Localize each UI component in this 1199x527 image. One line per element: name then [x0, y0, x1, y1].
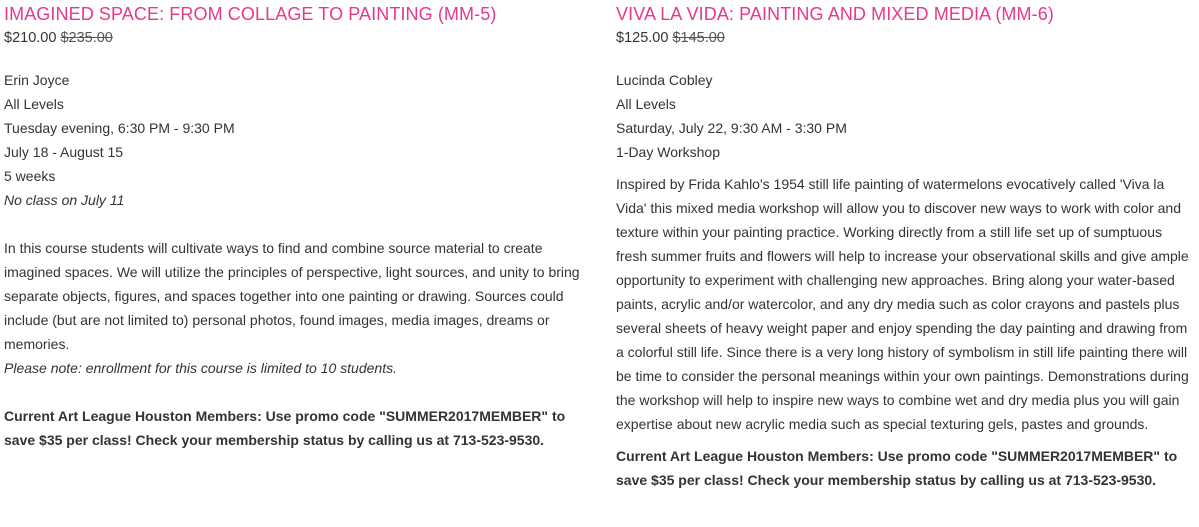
course-format: 1-Day Workshop: [616, 144, 721, 160]
original-price: $235.00: [60, 30, 113, 46]
course-card-mm6: [616, 0, 1196, 492]
course-dates: July 18 - August 15: [4, 144, 124, 160]
member-promo: Current Art League Houston Members: Use promo code "SUMMER2017MEMBER" to save $35 per class! Check your membership status by calling us at 713-523-9530.: [616, 448, 1178, 488]
enrollment-note: Please note: enrollment for this course is limited to 10 students.: [4, 360, 397, 376]
sale-price: $210.00: [4, 30, 57, 46]
course-details: [4, 68, 594, 212]
price-row: [616, 26, 1196, 50]
price-row: [4, 26, 594, 50]
course-level: All Levels: [4, 96, 64, 112]
course-details: [616, 68, 1196, 164]
course-description: Inspired by Frida Kahlo's 1954 still life painting of watermelons evocatively called 'Viva la Vida' this mixed media workshop will allow you to discover new ways to work with color and texture within your painting practice. Working directly from a still life set up of sumptuous fresh summer fruits and flowers will help to increase your observational skills and give ample opportunity to experiment with challenging new approaches. Bring along your water-based paints, acrylic and/or watercolor, and any dry media such as color crayons and pastels plus several sheets of heavy weight paper and enjoy spending the day painting and drawing from a colorful still life. Since there is a very long history of symbolism in still life painting there will be time to consider the personal meanings within your own paintings. Demonstrations during the workshop will help to inspire new ways to combine wet and dry media plus you will gain expertise about new acrylic media such as special texturing gels, pastes and grounds.: [616, 176, 1189, 432]
course-schedule: Saturday, July 22, 9:30 AM - 3:30 PM: [616, 120, 847, 136]
sale-price: $125.00: [616, 30, 669, 46]
instructor-name: Lucinda Cobley: [616, 72, 713, 88]
course-schedule: Tuesday evening, 6:30 PM - 9:30 PM: [4, 120, 235, 136]
course-level: All Levels: [616, 96, 676, 112]
original-price: $145.00: [672, 30, 725, 46]
course-duration: 5 weeks: [4, 168, 56, 184]
course-card-mm5: [4, 0, 594, 452]
instructor-name: Erin Joyce: [4, 72, 70, 88]
course-description: In this course students will cultivate ways to find and combine source material to create imagined spaces. We will utilize the principles of perspective, light sources, and unity to bring separate objects, figures, and spaces together into one painting or drawing. Sources could include (but are not limited to) personal photos, found images, media images, dreams or memories.: [4, 240, 580, 352]
course-note: No class on July 11: [4, 192, 125, 208]
member-promo: Current Art League Houston Members: Use promo code "SUMMER2017MEMBER" to save $35 per class! Check your membership status by calling us at 713-523-9530.: [4, 408, 566, 448]
course-title[interactable]: IMAGINED SPACE: FROM COLLAGE TO PAINTING (MM-5): [4, 4, 497, 24]
course-title[interactable]: VIVA LA VIDA: PAINTING AND MIXED MEDIA (MM-6): [616, 4, 1054, 24]
